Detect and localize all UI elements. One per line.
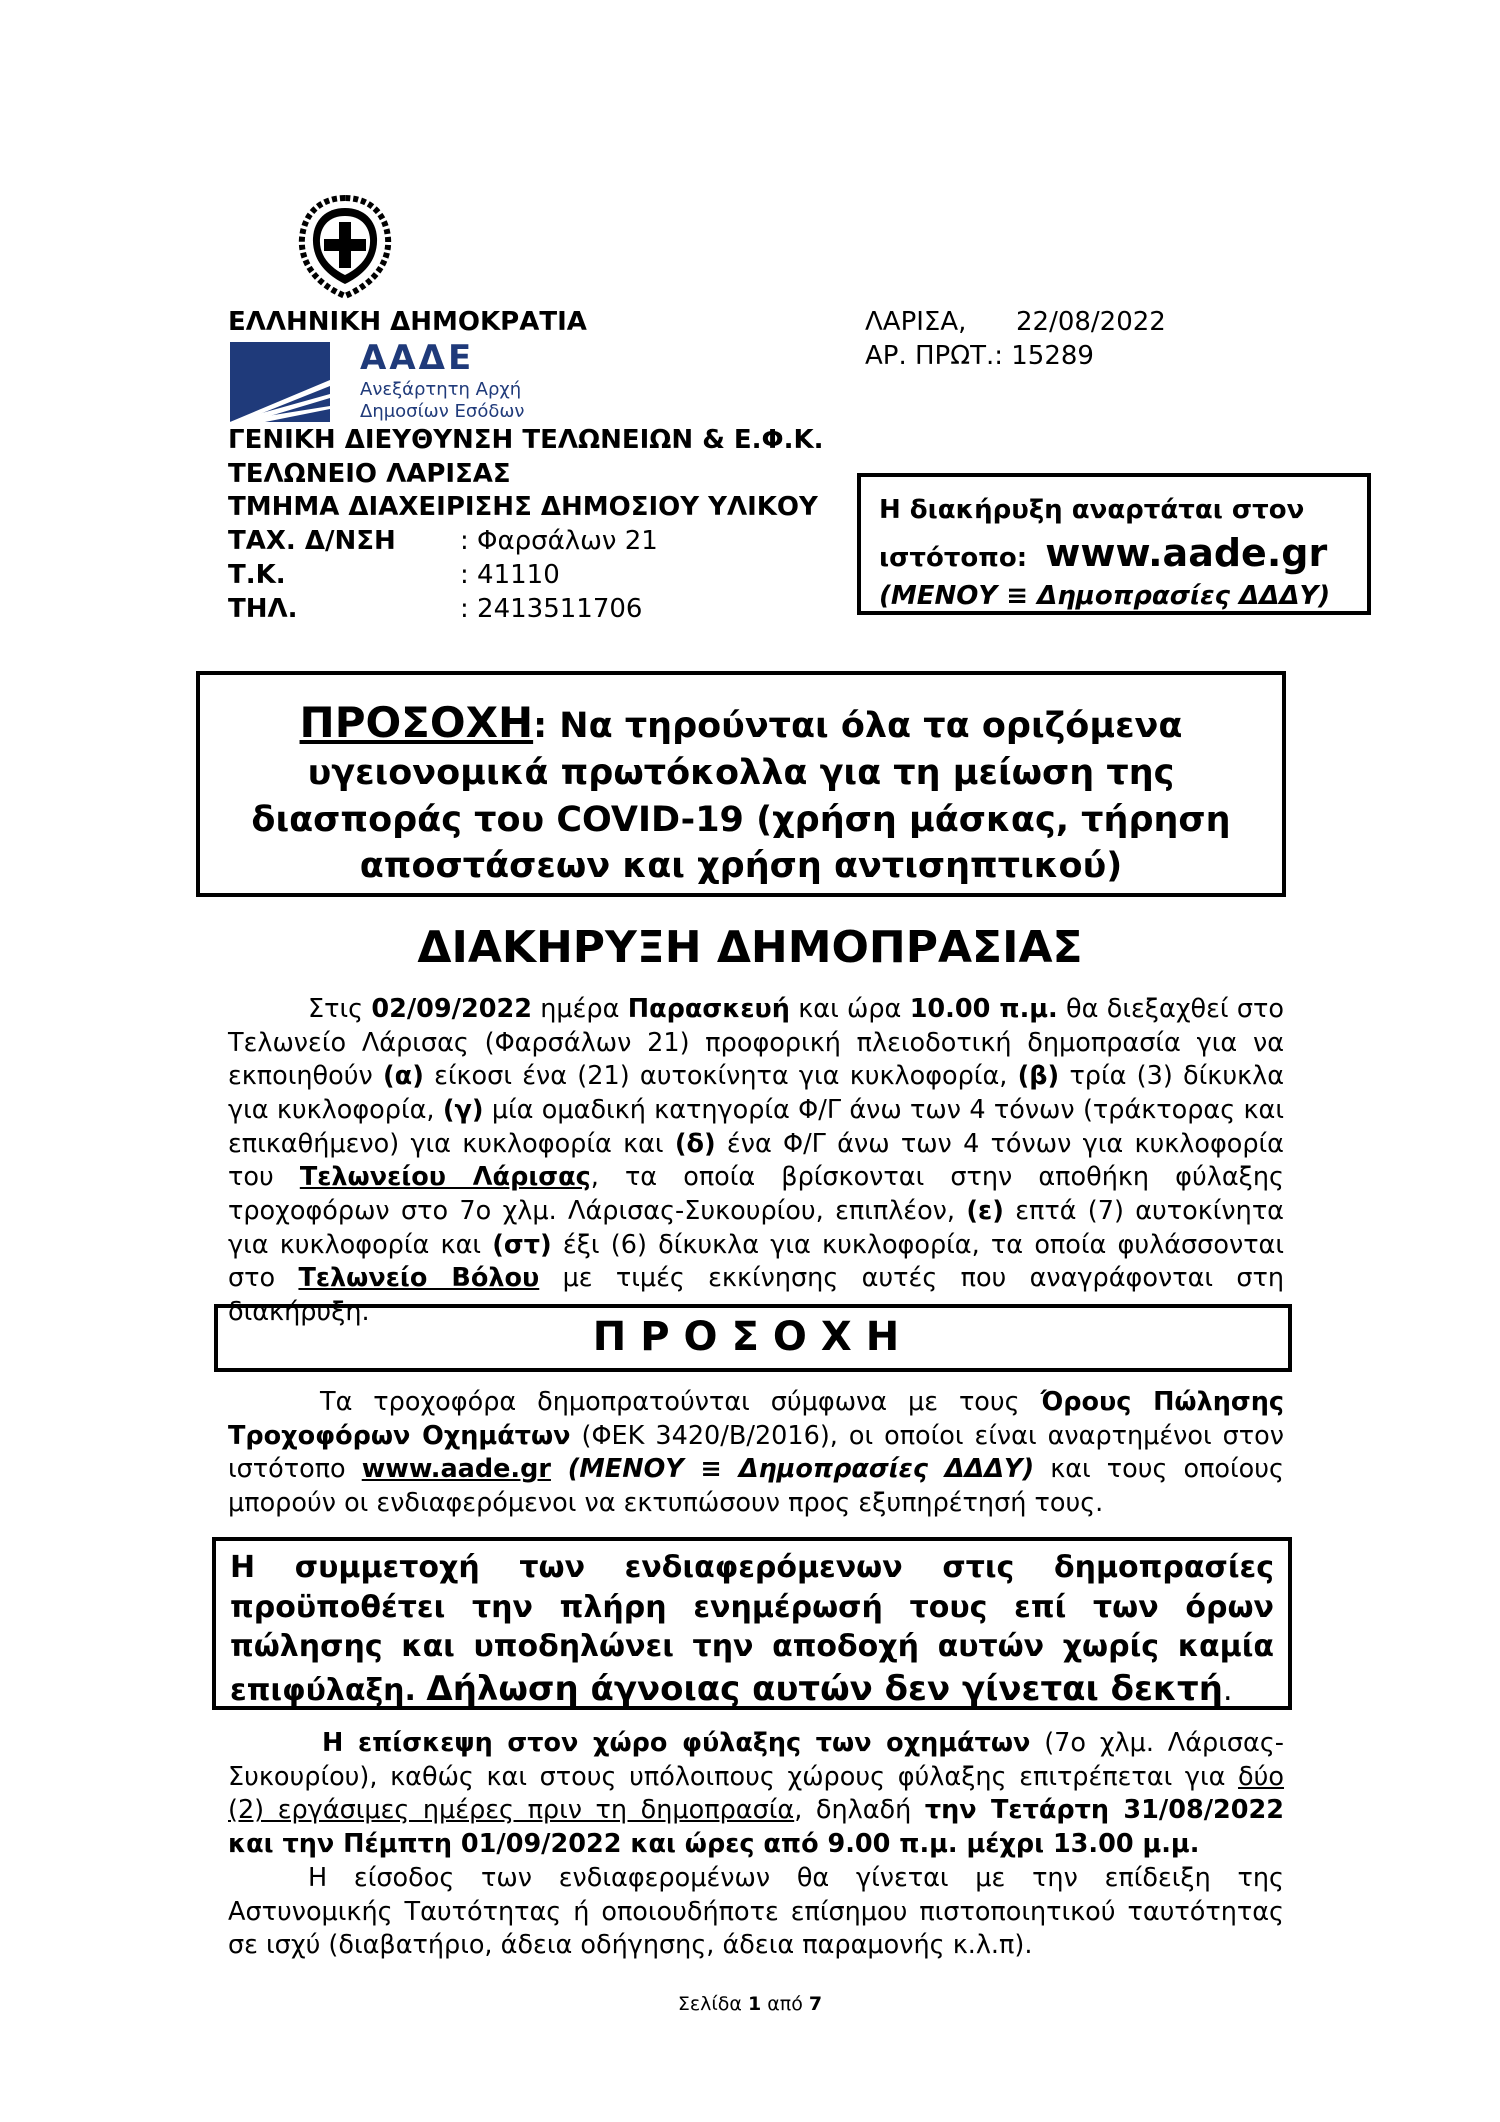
aade-url-link[interactable]: www.aade.gr bbox=[361, 1454, 551, 1485]
item-marker: (α) bbox=[383, 1061, 424, 1092]
city-date: ΛΑΡΙΣΑ, 22/08/2022 bbox=[865, 307, 1166, 337]
item-marker: (ε) bbox=[966, 1195, 1004, 1226]
warning-text: . bbox=[1222, 1672, 1233, 1708]
country-name: ΕΛΛΗΝΙΚΗ ΔΗΜΟΚΡΑΤΙΑ bbox=[228, 307, 587, 337]
p3-text: , δηλαδή bbox=[794, 1795, 925, 1826]
date-block bbox=[865, 306, 1166, 374]
website-notice-line: Η διακήρυξη αναρτάται στον bbox=[879, 495, 1305, 525]
phone-value: : 2413511706 bbox=[460, 593, 643, 624]
visit-paragraph bbox=[228, 1727, 1284, 1862]
participation-warning-box bbox=[212, 1537, 1292, 1710]
phone-row bbox=[228, 593, 824, 627]
greek-coat-of-arms-emblem bbox=[290, 192, 400, 302]
auction-date: 02/09/2022 bbox=[371, 994, 532, 1024]
website-menu-path: (ΜΕΝΟΥ ≡ Δημοπρασίες ΔΔΔΥ) bbox=[879, 581, 1331, 612]
p1-text: ένα Φ/Γ άνω των 4 τόνων για κυκλοφορία του bbox=[228, 1128, 1284, 1193]
covid-notice-title: ΠΡΟΣΟΧΗ bbox=[299, 698, 534, 747]
p3-text: (7ο χλμ. Λάρισας-Συκουρίου), καθώς και στους υπόλοιπους χώρους φύλαξης επιτρέπεται για bbox=[228, 1728, 1284, 1792]
p1-text: τρία (3) δίκυκλα για κυκλοφορία, bbox=[228, 1061, 1285, 1125]
p1-text: έξι (6) δίκυκλα για κυκλοφορία, τα οποία φυλάσσονται στο bbox=[228, 1229, 1284, 1294]
visit-days: δύο (2) εργάσιμες ημέρες πριν τη δημοπρασία bbox=[228, 1761, 1284, 1826]
sale-terms: Όρους Πώλησης Τροχοφόρων Οχημάτων bbox=[228, 1387, 1285, 1451]
p1-text: ημέρα bbox=[531, 994, 628, 1024]
covid-notice-text: : Να τηρούνται όλα τα οριζόμενα υγειονομικά πρωτόκολλα για τη μείωση της διασποράς του COVID-19 (χρήση μάσκας, τήρηση αποστάσεων και χρήση αντισηπτικού) bbox=[251, 706, 1231, 886]
general-directorate: ΓΕΝΙΚΗ ΔΙΕΥΘΥΝΣΗ ΤΕΛΩΝΕΙΩΝ & Ε.Φ.Κ. bbox=[228, 424, 824, 455]
department: ΤΜΗΜΑ ΔΙΑΧΕΙΡΙΣΗΣ ΔΗΜΟΣΙΟΥ ΥΛΙΚΟΥ bbox=[228, 492, 818, 523]
page-word: Σελίδα bbox=[677, 1993, 748, 2015]
p1-text: και ώρα bbox=[789, 994, 910, 1024]
website-notice-box bbox=[857, 473, 1371, 615]
p1-text: μία ομαδική κατηγορία Φ/Γ άνω των 4 τόνων (τράκτορας και επικαθήμενο) για κυκλοφορία και bbox=[228, 1094, 1284, 1159]
aade-logo-abbr: ΑΑΔΕ bbox=[360, 337, 475, 378]
visit-lead: Η επίσκεψη στον χώρο φύλαξης των οχημάτων bbox=[322, 1728, 1031, 1758]
attention-banner: ΠΡΟΣΟΧΗ bbox=[214, 1304, 1292, 1372]
address-row bbox=[228, 525, 824, 559]
entry-paragraph: Η είσοδος των ενδιαφερομένων θα γίνεται με την επίδειξη της Αστυνομικής Ταυτότητας ή οποιουδήποτε επίσημου πιστοποιητικού ταυτότητας σε ισχύ (διαβατήριο, άδεια οδήγησης, άδεια παραμονής κ.λ.π). bbox=[228, 1863, 1284, 1961]
p1-text: επτά (7) αυτοκίνητα για κυκλοφορία και bbox=[228, 1195, 1284, 1260]
visit-dates: την Τετάρτη 31/08/2022 και την Πέμπτη 01/09/2022 και ώρες από 9.00 π.μ. μέχρι 13.00 μ.μ. bbox=[228, 1795, 1284, 1859]
page-total: 7 bbox=[808, 1993, 823, 2015]
aade-logo-mark-icon bbox=[230, 342, 330, 422]
postcode-row bbox=[228, 559, 824, 593]
auction-day: Παρασκευή bbox=[627, 994, 790, 1024]
terms-paragraph bbox=[228, 1386, 1284, 1521]
p1-text: με τιμές εκκίνησης αυτές που αναγράφονται στη διακήρυξη. bbox=[228, 1263, 1284, 1327]
p1-text: , τα οποία βρίσκονται στην αποθήκη φύλαξης τροχοφόρων στο 7ο χλμ. Λάρισας-Συκουρίου, επιπλέον, bbox=[228, 1162, 1284, 1226]
p2-text: και τους οποίους μπορούν οι ενδιαφερόμενοι να εκτυπώσουν προς εξυπηρέτησή τους. bbox=[228, 1454, 1284, 1518]
p1-text: είκοσι ένα (21) αυτοκίνητα για κυκλοφορία, bbox=[423, 1061, 1018, 1092]
item-marker: (β) bbox=[1017, 1061, 1060, 1092]
address-value: : Φαρσάλων 21 bbox=[460, 526, 658, 557]
menu-path: (ΜΕΝΟΥ ≡ Δημοπρασίες ΔΔΔΥ) bbox=[550, 1454, 1035, 1485]
item-marker: (στ) bbox=[492, 1229, 552, 1260]
customs-volos: Τελωνείο Βόλου bbox=[298, 1263, 540, 1294]
document-title: ΔΙΑΚΗΡΥΞΗ ΔΗΜΟΠΡΑΣΙΑΣ bbox=[417, 922, 1083, 973]
p1-text: θα διεξαχθεί στο Τελωνείο Λάρισας (Φαρσάλων 21) προφορική πλειοδοτική δημοπρασία για να εκποιηθούν bbox=[228, 994, 1284, 1092]
postcode-label: Τ.Κ. bbox=[228, 559, 286, 590]
page-footer bbox=[0, 1993, 1500, 2015]
warning-text: Η συμμετοχή των ενδιαφερόμενων στις δημοπρασίες προϋποθέτει την πλήρη ενημέρωσή τους επί των όρων πώλησης και υποδηλώνει την αποδοχή αυτών χωρίς καμία επιφύλαξη. bbox=[230, 1550, 1274, 1708]
customs-office: ΤΕΛΩΝΕΙΟ ΛΑΡΙΣΑΣ bbox=[228, 458, 511, 489]
phone-label: ΤΗΛ. bbox=[228, 593, 298, 624]
covid-notice-box bbox=[196, 671, 1286, 897]
page-number: 1 bbox=[748, 1993, 762, 2015]
protocol-number: ΑΡ. ΠΡΩΤ.: 15289 bbox=[865, 340, 1094, 371]
aade-logo-text-2: Δημοσίων Εσόδων bbox=[360, 400, 525, 422]
p1-text: Στις bbox=[308, 994, 372, 1024]
address-label: ΤΑΧ. Δ/ΝΣΗ bbox=[228, 526, 396, 557]
postcode-value: : 41110 bbox=[460, 559, 560, 590]
auction-paragraph bbox=[228, 993, 1284, 1330]
customs-larisa: Τελωνείου Λάρισας bbox=[299, 1162, 591, 1193]
item-marker: (δ) bbox=[674, 1128, 716, 1159]
website-prefix: ιστότοπο: bbox=[879, 543, 1046, 574]
p2-text: (ΦΕΚ 3420/Β/2016), οι οποίοι είναι αναρτημένοι στον ιστότοπο bbox=[228, 1420, 1284, 1485]
p2-text: Τα τροχοφόρα δημοπρατούνται σύμφωνα με τους bbox=[320, 1387, 1041, 1417]
page-of: από bbox=[761, 1993, 809, 2015]
warning-emphasis: Δήλωση άγνοιας αυτών δεν γίνεται δεκτή bbox=[426, 1668, 1223, 1709]
issuer-block bbox=[228, 306, 824, 627]
item-marker: (γ) bbox=[442, 1094, 484, 1125]
aade-logo-text-1: Ανεξάρτητη Αρχή bbox=[360, 378, 522, 400]
auction-time: 10.00 π.μ. bbox=[909, 994, 1058, 1024]
website-notice-url-line bbox=[879, 528, 1349, 579]
aade-logo bbox=[228, 337, 588, 424]
website-url-link[interactable]: www.aade.gr bbox=[1045, 531, 1328, 576]
